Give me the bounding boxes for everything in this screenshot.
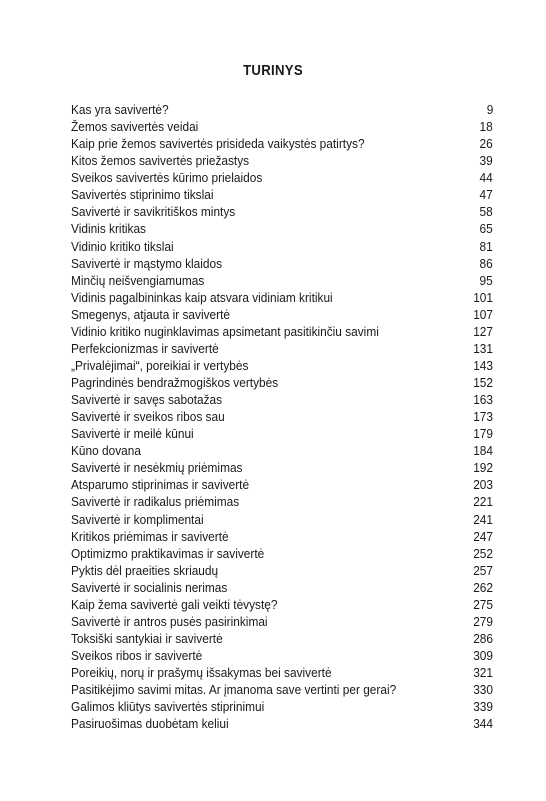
toc-entry-page-number: 262 [473, 579, 493, 595]
toc-entry-page-number: 339 [473, 699, 493, 715]
toc-entry-page-number: 101 [473, 289, 493, 305]
toc-entry-page-number: 203 [473, 477, 493, 493]
toc-entry [71, 323, 493, 340]
toc-entry-title: Savivertė ir komplimentai [71, 511, 204, 527]
toc-entry-page-number: 309 [473, 648, 493, 663]
toc-entry-title: Perfekcionizmas ir savivertė [71, 340, 219, 356]
page-title: TURINYS [243, 62, 303, 79]
toc-entry-title: „Privalėjimai“, poreikiai ir vertybės [71, 357, 249, 373]
toc-entry-page-number: 18 [479, 119, 493, 135]
toc-entry [71, 152, 493, 169]
toc-entry [71, 220, 493, 237]
toc-entry-page-number: 95 [479, 272, 493, 288]
toc-entry [71, 647, 493, 664]
toc-entry [71, 664, 493, 681]
toc-entry [71, 289, 493, 306]
table-of-contents [71, 101, 493, 732]
toc-entry [71, 579, 493, 596]
toc-entry-title: Kas yra savivertė? [71, 102, 169, 117]
toc-entry [71, 357, 493, 374]
toc-entry [71, 186, 493, 203]
toc-entry [71, 169, 493, 186]
toc-entry-page-number: 173 [473, 409, 493, 425]
toc-entry-page-number: 286 [473, 630, 493, 646]
toc-entry-title: Pyktis dėl praeities skriaudų [71, 562, 219, 578]
toc-entry-page-number: 58 [479, 204, 493, 220]
toc-entry-page-number: 86 [479, 255, 493, 271]
toc-entry [71, 545, 493, 562]
toc-entry-title: Vidinis pagalbininkas kaip atsvara vidiniam kritikui [71, 289, 333, 305]
toc-entry-title: Atsparumo stiprinimas ir savivertė [71, 477, 250, 493]
toc-entry-title: Savivertė ir antros pusės pasirinkimai [71, 613, 268, 629]
toc-entry-title: Galimos kliūtys savivertės stiprinimui [71, 699, 265, 715]
toc-entry-title: Žemos savivertės veidai [71, 119, 199, 135]
toc-entry-title: Poreikių, norų ir prašymų išsakymas bei savivertė [71, 665, 332, 681]
toc-entry-title: Savivertė ir savikritiškos mintys [71, 204, 236, 220]
toc-entry-page-number: 131 [473, 340, 493, 356]
toc-entry-title: Toksiški santykiai ir savivertė [71, 630, 223, 646]
toc-entry-page-number: 275 [473, 596, 493, 612]
toc-entry-page-number: 330 [473, 682, 493, 698]
toc-entry-page-number: 81 [479, 238, 493, 254]
toc-entry-page-number: 184 [473, 443, 493, 459]
toc-entry [71, 681, 493, 698]
toc-entry-title: Pagrindinės bendražmogiškos vertybės [71, 375, 279, 390]
toc-entry [71, 238, 493, 255]
toc-entry-page-number: 143 [473, 357, 493, 373]
toc-entry [71, 613, 493, 630]
toc-entry-page-number: 247 [473, 528, 493, 544]
toc-entry-title: Vidinis kritikas [71, 221, 146, 237]
toc-entry-title: Savivertė ir meilė kūnui [71, 426, 194, 442]
toc-entry [71, 391, 493, 408]
toc-entry-title: Minčių neišvengiamumas [71, 272, 205, 288]
toc-entry-title: Sveikos ribos ir savivertė [71, 648, 203, 663]
toc-entry-title: Kaip žema savivertė gali veikti tėvystę? [71, 596, 278, 612]
toc-entry [71, 425, 493, 442]
toc-entry-title: Savivertė ir sveikos ribos sau [71, 409, 225, 425]
toc-entry-page-number: 39 [479, 153, 493, 169]
toc-entry-title: Kūno dovana [71, 443, 141, 459]
toc-entry-title: Pasiruošimas duobėtam keliui [71, 716, 229, 732]
toc-entry [71, 306, 493, 323]
toc-entry-title: Smegenys, atjauta ir savivertė [71, 306, 230, 322]
toc-entry [71, 562, 493, 579]
toc-entry [71, 255, 493, 272]
toc-entry-page-number: 279 [473, 613, 493, 629]
toc-entry [71, 272, 493, 289]
toc-entry-page-number: 179 [473, 426, 493, 442]
toc-entry [71, 203, 493, 220]
toc-entry [71, 442, 493, 459]
toc-entry [71, 374, 493, 391]
toc-entry-page-number: 9 [486, 102, 493, 117]
toc-entry-page-number: 47 [479, 187, 493, 203]
toc-entry [71, 493, 493, 510]
toc-entry [71, 596, 493, 613]
toc-entry-page-number: 65 [479, 221, 493, 237]
toc-entry-page-number: 152 [473, 375, 493, 390]
toc-entry-title: Vidinio kritiko tikslai [71, 238, 174, 254]
toc-entry-title: Kitos žemos savivertės priežastys [71, 153, 250, 169]
toc-entry-title: Savivertė ir radikalus priėmimas [71, 494, 240, 510]
toc-entry [71, 715, 493, 732]
toc-entry [71, 118, 493, 135]
toc-entry-page-number: 257 [473, 562, 493, 578]
toc-entry-page-number: 26 [479, 136, 493, 152]
toc-entry-page-number: 252 [473, 545, 493, 561]
toc-entry [71, 459, 493, 476]
toc-entry-page-number: 344 [473, 716, 493, 732]
toc-entry-title: Optimizmo praktikavimas ir savivertė [71, 545, 265, 561]
toc-entry [71, 528, 493, 545]
toc-entry [71, 135, 493, 152]
toc-entry-title: Kritikos priėmimas ir savivertė [71, 528, 229, 544]
toc-entry [71, 698, 493, 715]
toc-entry-page-number: 221 [473, 494, 493, 510]
toc-entry-title: Pasitikėjimo savimi mitas. Ar įmanoma save vertinti per gerai? [71, 682, 397, 698]
toc-entry [71, 101, 493, 118]
toc-entry-title: Savivertės stiprinimo tikslai [71, 187, 214, 203]
toc-entry-page-number: 241 [473, 511, 493, 527]
toc-entry-title: Savivertė ir mąstymo klaidos [71, 255, 223, 271]
toc-entry-title: Vidinio kritiko nuginklavimas apsimetant pasitikinčiu savimi [71, 323, 379, 339]
toc-entry [71, 340, 493, 357]
toc-entry-page-number: 44 [479, 170, 493, 186]
toc-entry [71, 476, 493, 493]
toc-entry-title: Savivertė ir socialinis nerimas [71, 579, 228, 595]
toc-entry-page-number: 321 [473, 665, 493, 681]
toc-entry [71, 630, 493, 647]
toc-entry-page-number: 127 [473, 323, 493, 339]
toc-entry [71, 408, 493, 425]
toc-entry-page-number: 192 [473, 460, 493, 476]
toc-entry-title: Savivertė ir nesėkmių priėmimas [71, 460, 243, 476]
toc-entry-title: Kaip prie žemos savivertės prisideda vaikystės patirtys? [71, 136, 365, 152]
toc-entry-page-number: 107 [473, 306, 493, 322]
toc-entry-page-number: 163 [473, 392, 493, 408]
toc-entry [71, 511, 493, 528]
toc-entry-title: Savivertė ir savęs sabotažas [71, 392, 223, 408]
toc-entry-title: Sveikos savivertės kūrimo prielaidos [71, 170, 263, 186]
